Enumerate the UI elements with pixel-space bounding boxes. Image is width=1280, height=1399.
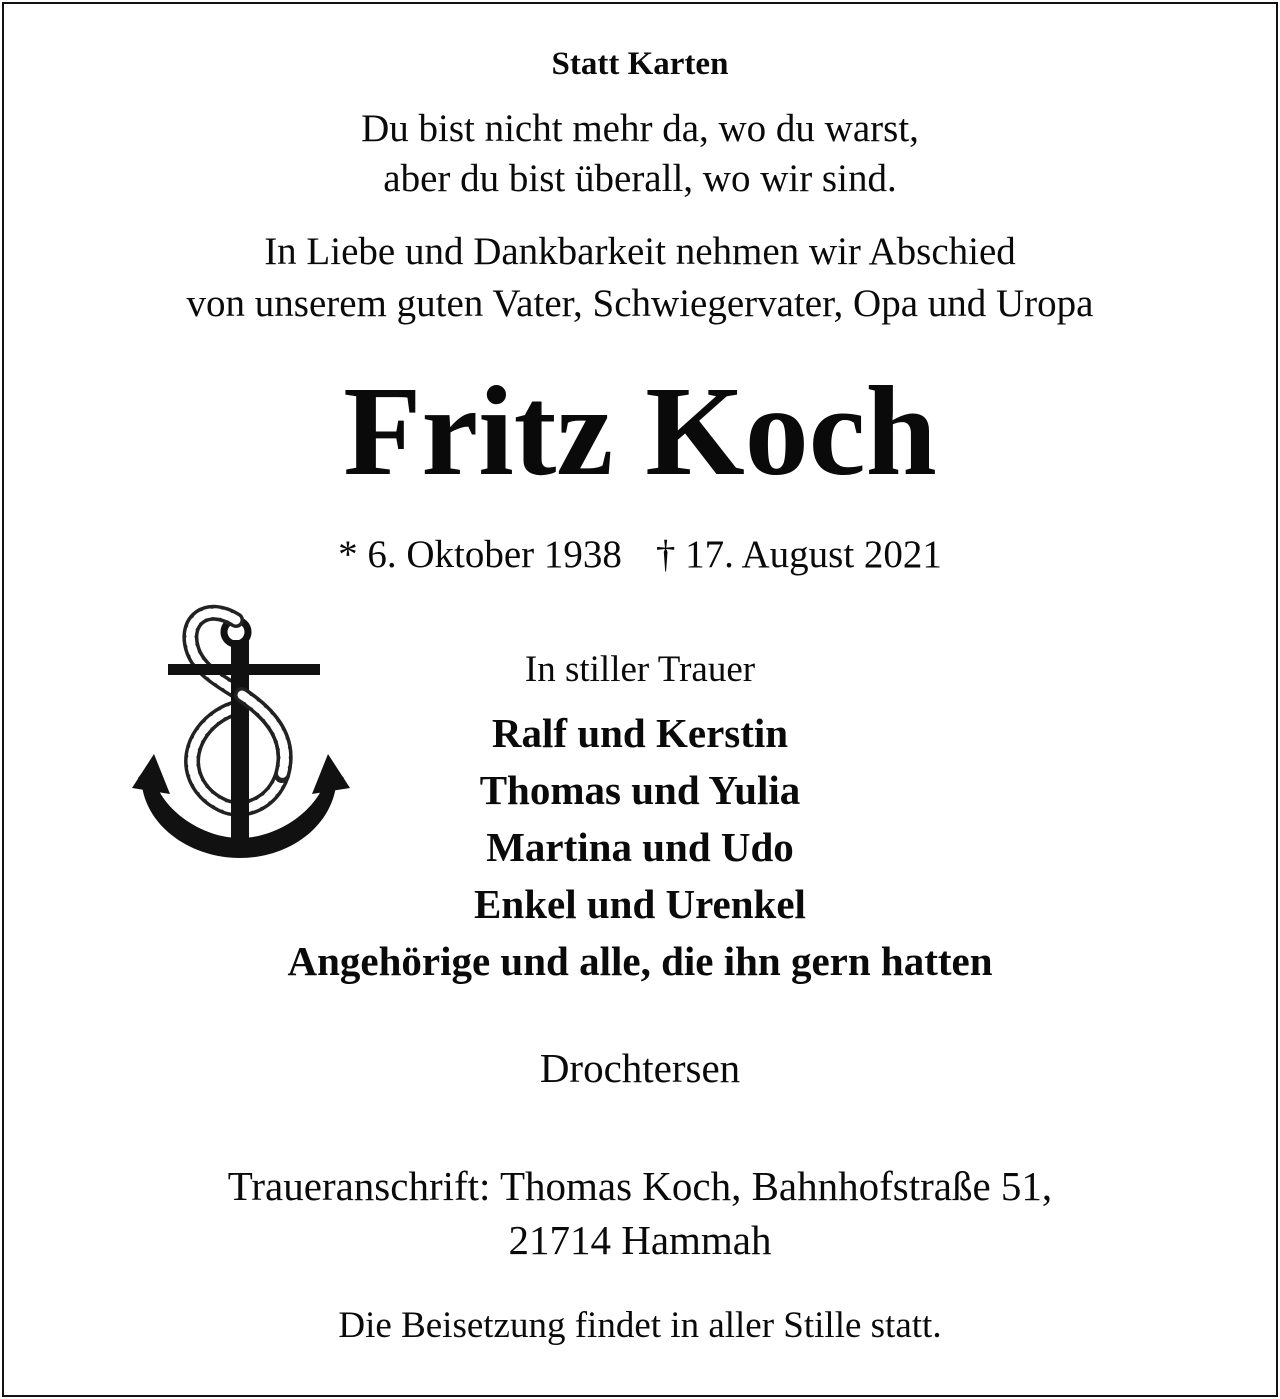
- deceased-name: Fritz Koch: [343, 360, 937, 502]
- mourner-4: Enkel und Urenkel: [474, 881, 806, 927]
- place-text: Drochtersen: [539, 1045, 741, 1091]
- intro-line-2: von unserem guten Vater, Schwiegervater, Opa und Uropa: [186, 282, 1094, 325]
- intro-line-1: In Liebe und Dankbarkeit nehmen wir Abschied: [264, 230, 1016, 273]
- mourner-1: Ralf und Kerstin: [491, 710, 789, 756]
- address-line-1: Traueranschrift: Thomas Koch, Bahnhofstraße 51,: [227, 1163, 1053, 1209]
- mourning-label: In stiller Trauer: [524, 649, 756, 690]
- life-dates: [4, 532, 1276, 577]
- header-text: Statt Karten: [551, 46, 729, 82]
- mourner-3: Martina und Udo: [486, 824, 794, 870]
- address-line-2: 21714 Hammah: [508, 1217, 772, 1263]
- mourner-2: Thomas und Yulia: [479, 767, 801, 813]
- death-date: † 17. August 2021: [655, 533, 942, 576]
- birth-date: * 6. Oktober 1938: [338, 533, 622, 576]
- burial-notice: Die Beisetzung findet in aller Stille statt.: [338, 1305, 942, 1346]
- verse-line-1: Du bist nicht mehr da, wo du warst,: [361, 107, 919, 150]
- mourner-5: Angehörige und alle, die ihn gern hatten: [287, 938, 993, 984]
- obituary-frame: [2, 2, 1278, 1397]
- verse-line-2: aber du bist überall, wo wir sind.: [383, 157, 897, 200]
